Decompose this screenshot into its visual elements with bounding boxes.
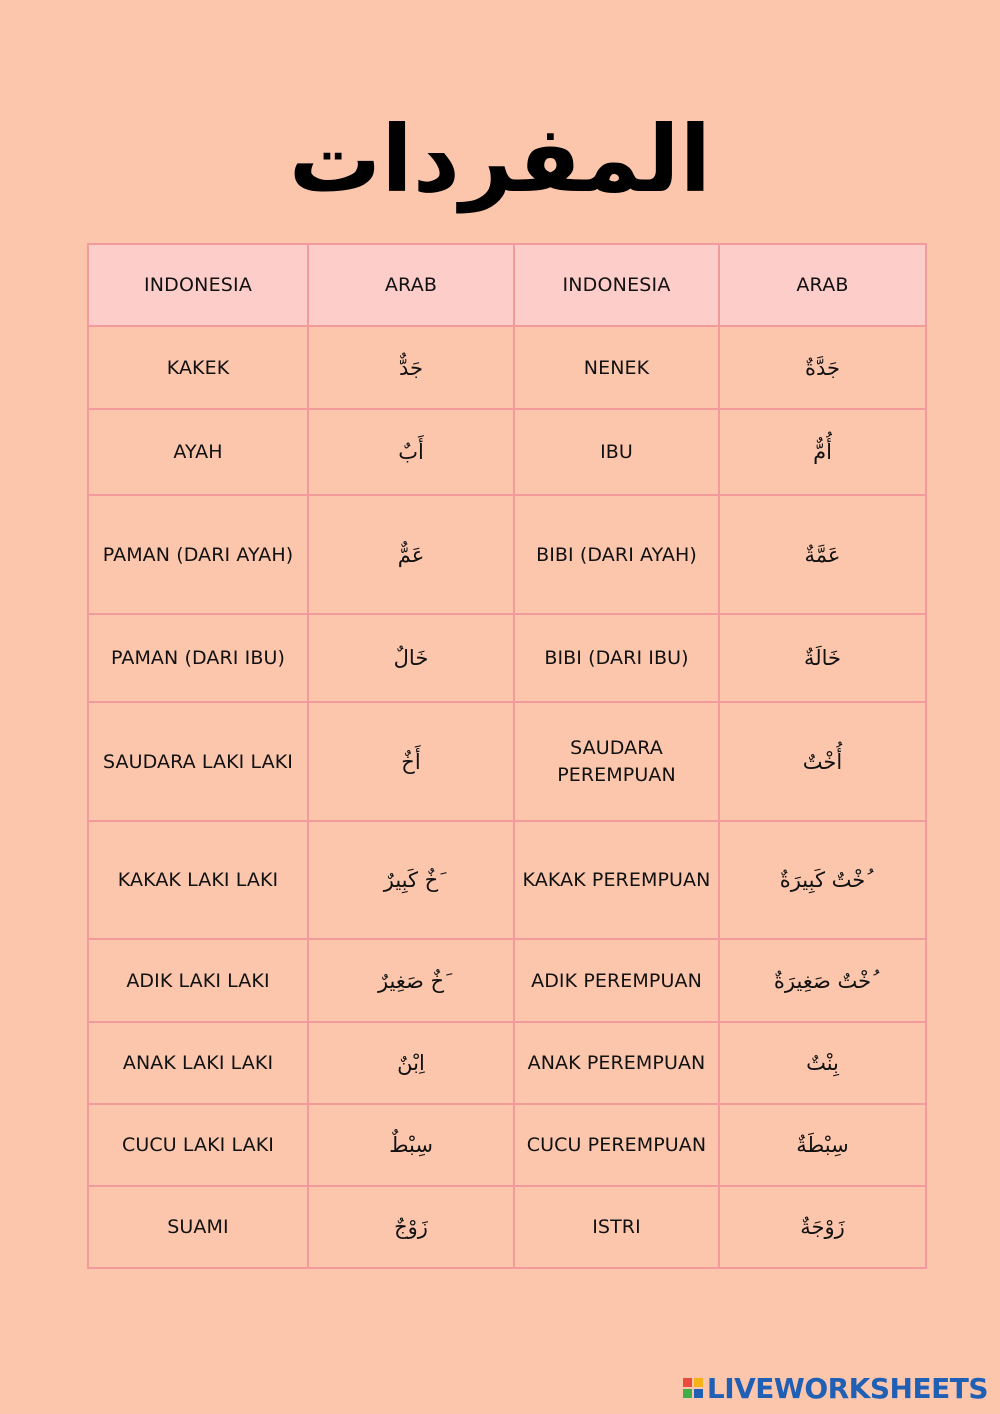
table-row — [88, 1022, 926, 1104]
header-indonesia: INDONESIA — [88, 244, 308, 326]
indonesian-word: PAMAN (DARI IBU) — [88, 614, 308, 702]
indonesian-word: SAUDARA PEREMPUAN — [514, 702, 719, 821]
arabic-word: عَمَّةٌ — [719, 495, 926, 614]
arabic-word: بِنْتٌ — [719, 1022, 926, 1104]
arabic-word: جَدَّةٌ — [719, 326, 926, 409]
indonesian-word: NENEK — [514, 326, 719, 409]
indonesian-word: SUAMI — [88, 1186, 308, 1268]
table-row — [88, 821, 926, 939]
table-row — [88, 939, 926, 1022]
indonesian-word: BIBI (DARI AYAH) — [514, 495, 719, 614]
header-arab: ARAB — [308, 244, 514, 326]
table-row — [88, 614, 926, 702]
indonesian-word: SAUDARA LAKI LAKI — [88, 702, 308, 821]
indonesian-word: ADIK LAKI LAKI — [88, 939, 308, 1022]
indonesian-word: IBU — [514, 409, 719, 495]
indonesian-word: ADIK PEREMPUAN — [514, 939, 719, 1022]
watermark-text: LIVEWORKSHEETS — [706, 1371, 988, 1405]
header-indonesia: INDONESIA — [514, 244, 719, 326]
arabic-word: زَوْجٌ — [308, 1186, 514, 1268]
vocabulary-table — [87, 243, 927, 1269]
arabic-word: عَمٌّ — [308, 495, 514, 614]
header-arab: ARAB — [719, 244, 926, 326]
liveworksheets-logo-icon — [683, 1378, 703, 1398]
indonesian-word: AYAH — [88, 409, 308, 495]
indonesian-word: ISTRI — [514, 1186, 719, 1268]
indonesian-word: PAMAN (DARI AYAH) — [88, 495, 308, 614]
arabic-word: خَالَةٌ — [719, 614, 926, 702]
logo-square — [694, 1378, 703, 1387]
indonesian-word: KAKAK PEREMPUAN — [514, 821, 719, 939]
arabic-word: أُخْتٌ — [719, 702, 926, 821]
page-title: المفردات — [288, 106, 712, 213]
table-row — [88, 326, 926, 409]
logo-square — [683, 1389, 692, 1398]
arabic-word: َخٌ كَبِيرٌ — [308, 821, 514, 939]
arabic-word: جَدٌّ — [308, 326, 514, 409]
arabic-word: أُمٌّ — [719, 409, 926, 495]
arabic-word: َخٌ صَغِيرٌ — [308, 939, 514, 1022]
arabic-word: زَوْجَةٌ — [719, 1186, 926, 1268]
indonesian-word: ANAK PEREMPUAN — [514, 1022, 719, 1104]
arabic-word: ُخْتٌ كَبِيرَةٌ — [719, 821, 926, 939]
table-row — [88, 495, 926, 614]
table-row — [88, 409, 926, 495]
indonesian-word: CUCU PEREMPUAN — [514, 1104, 719, 1186]
indonesian-word: ANAK LAKI LAKI — [88, 1022, 308, 1104]
table-header-row — [88, 244, 926, 326]
logo-square — [694, 1389, 703, 1398]
indonesian-word: CUCU LAKI LAKI — [88, 1104, 308, 1186]
arabic-word: ُخْتٌ صَغِيرَةٌ — [719, 939, 926, 1022]
indonesian-word: BIBI (DARI IBU) — [514, 614, 719, 702]
indonesian-word: KAKEK — [88, 326, 308, 409]
indonesian-word: KAKAK LAKI LAKI — [88, 821, 308, 939]
table-row — [88, 702, 926, 821]
arabic-word: أَبٌ — [308, 409, 514, 495]
table-row — [88, 1186, 926, 1268]
arabic-word: أَخٌ — [308, 702, 514, 821]
arabic-word: سِبْطٌ — [308, 1104, 514, 1186]
arabic-word: اِبْنٌ — [308, 1022, 514, 1104]
arabic-word: سِبْطَةٌ — [719, 1104, 926, 1186]
table-row — [88, 1104, 926, 1186]
arabic-word: خَالٌ — [308, 614, 514, 702]
liveworksheets-watermark — [683, 1370, 988, 1406]
logo-square — [683, 1378, 692, 1387]
